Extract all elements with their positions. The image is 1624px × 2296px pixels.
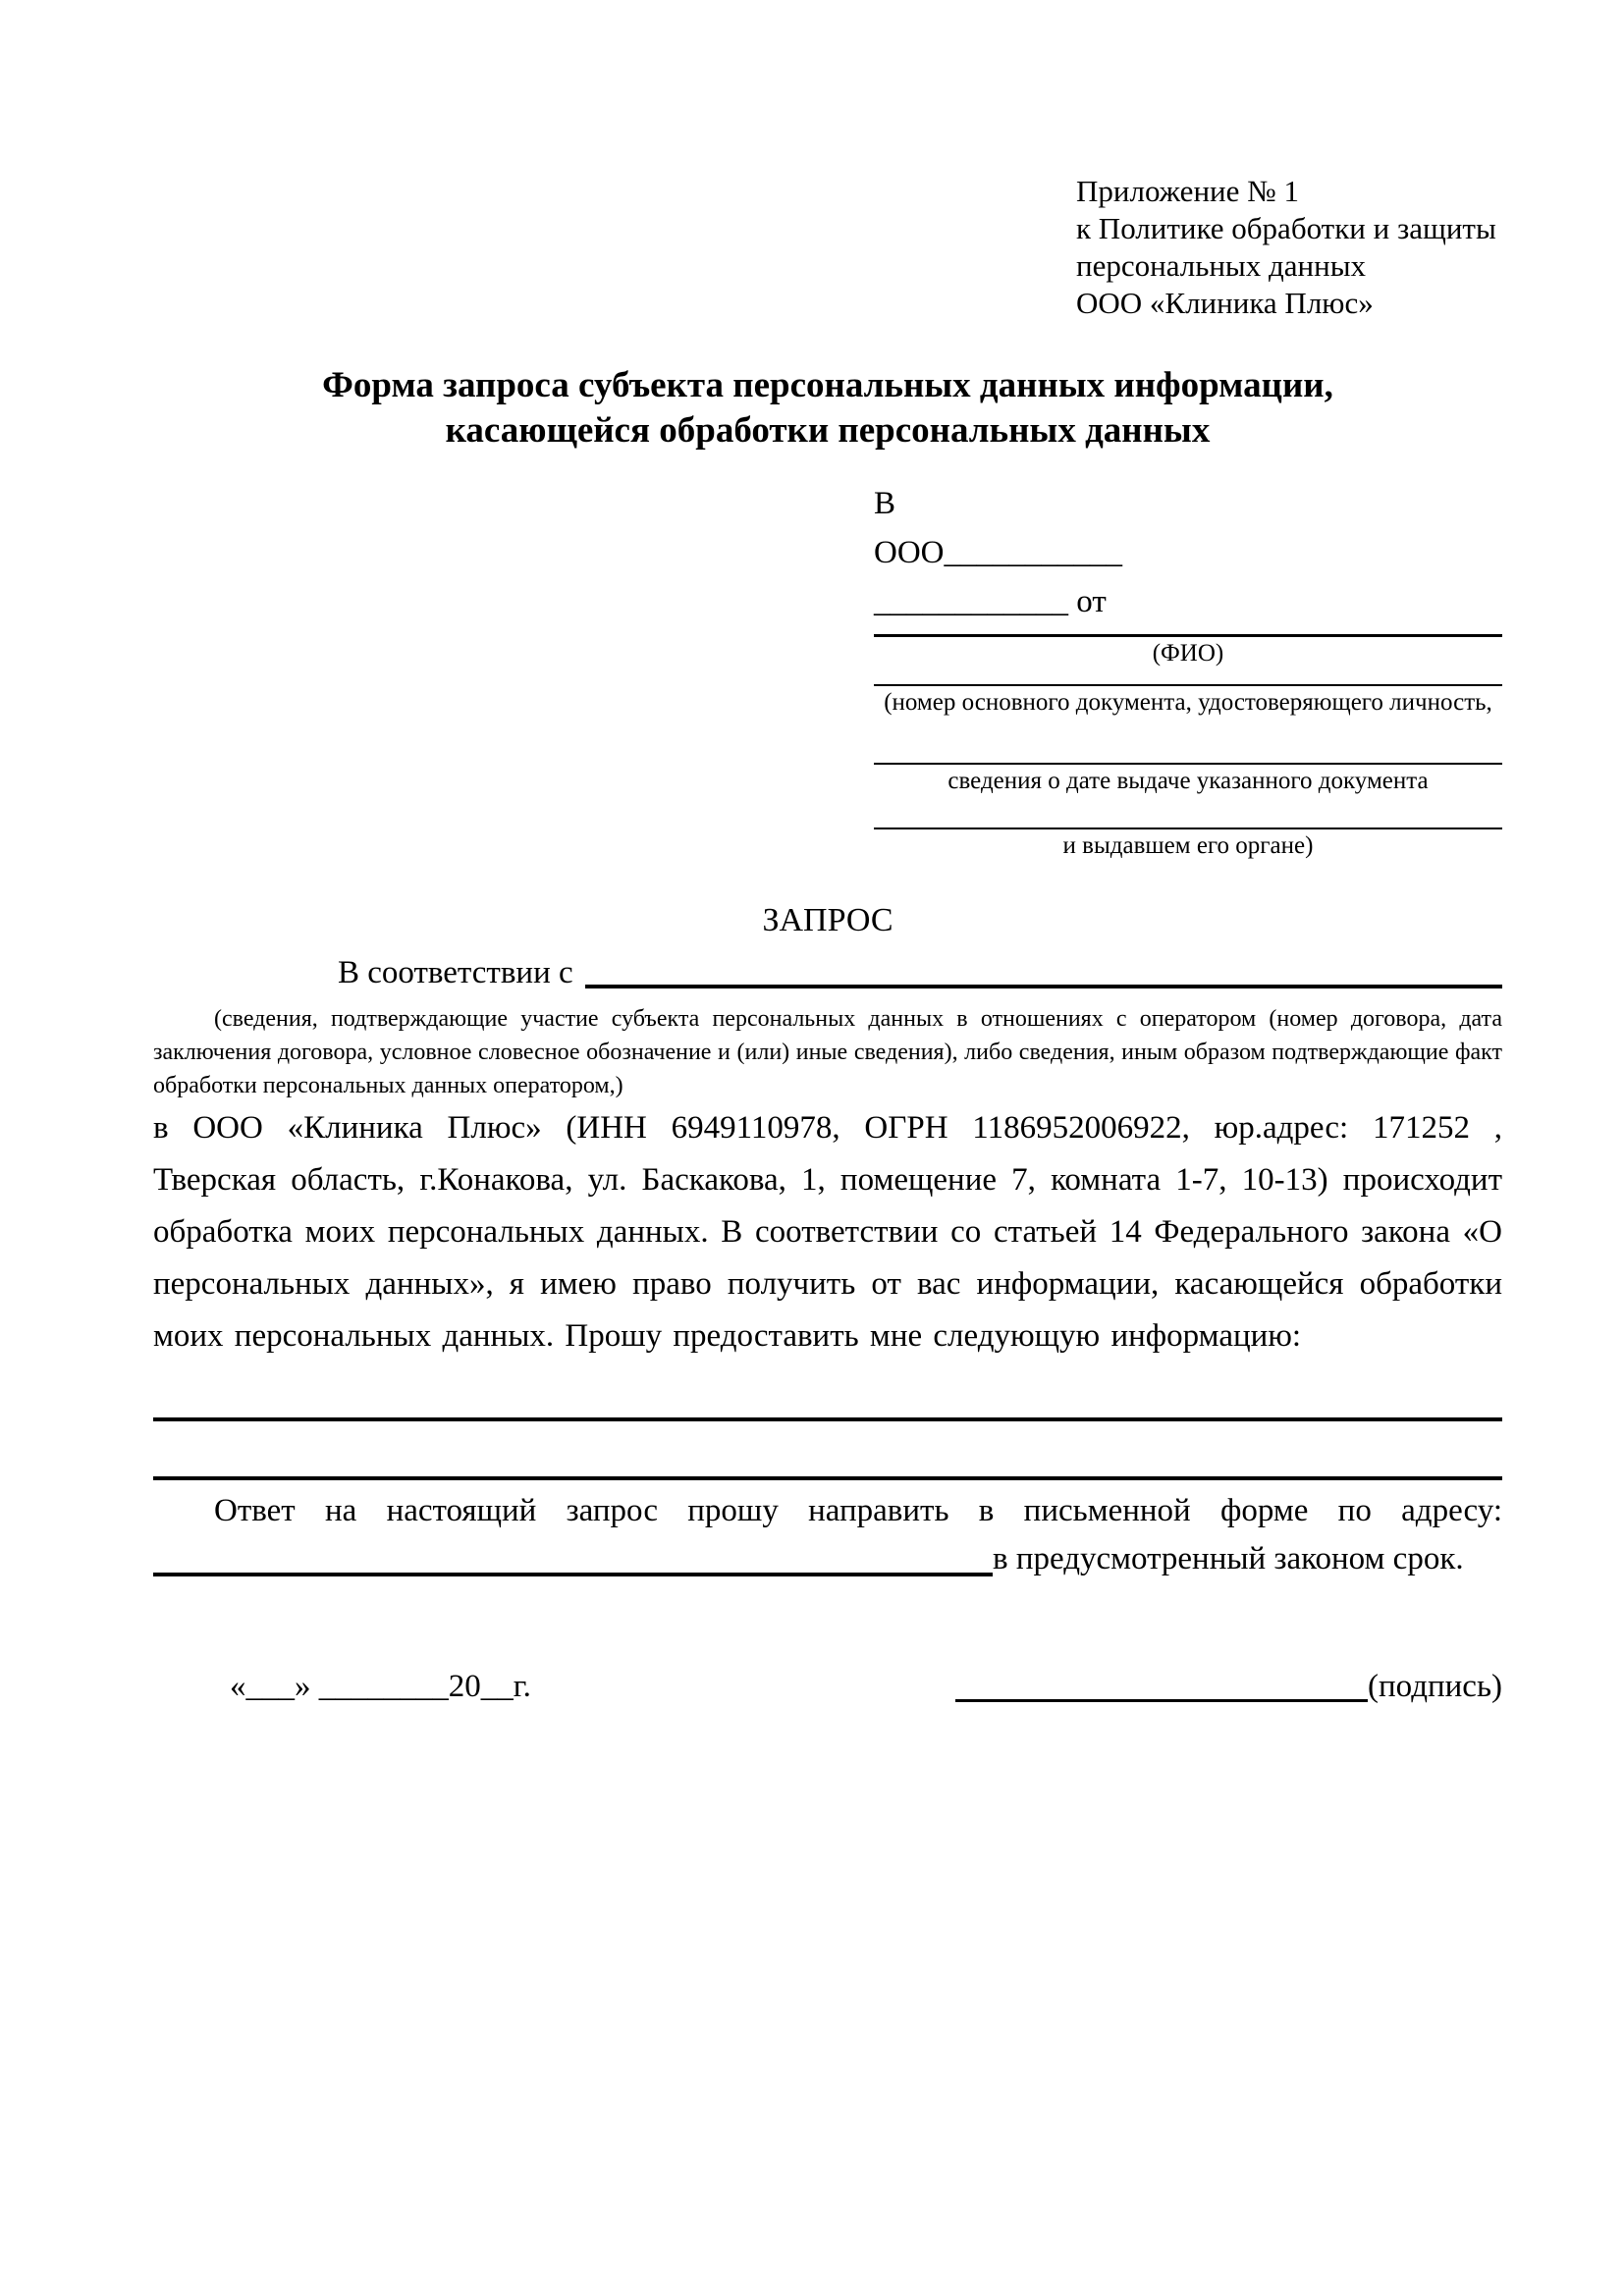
info-fill-line-1 xyxy=(153,1417,1502,1421)
addressee-block xyxy=(874,479,1502,861)
fio-fill-field xyxy=(874,634,1502,668)
date-blank-line: «___» ________20__г. xyxy=(230,1669,531,1704)
answer-line-2 xyxy=(153,1535,1502,1582)
addressee-to-label: В xyxy=(874,486,896,521)
addressee-from-blank-line: ____________ от xyxy=(874,584,1107,619)
footer-row xyxy=(153,1663,1502,1710)
doc-fill-field-1 xyxy=(874,684,1502,718)
intro-fill-line xyxy=(585,985,1502,988)
body-paragraph: в ООО «Клиника Плюс» (ИНН 6949110978, ОГРН 1186952006922, юр.адрес: 171252 , Тверская область, г.Конакова, ул. Баскакова, 1, помещение 7, комната 1-7, 10-13) происходит обработка моих персональных данных. В соответствии со статьей 14 Федерального закона «О персональных данных», я имею право получить от вас информации, касающейся обработки моих персональных данных. Прошу предоставить мне следующую информацию: xyxy=(153,1110,1502,1354)
request-heading: ЗАПРОС xyxy=(762,902,893,938)
document-title-line-2: касающейся обработки персональных данных xyxy=(445,410,1211,451)
addressee-ooo-blank-line: ООО___________ xyxy=(874,535,1122,570)
appendix-line: ООО «Клиника Плюс» xyxy=(1076,286,1374,320)
signature-caption: (подпись) xyxy=(1368,1669,1502,1704)
info-fill-line-2 xyxy=(153,1476,1502,1480)
answer-suffix-text: в предусмотренный законом срок. xyxy=(993,1541,1464,1576)
document-title xyxy=(153,363,1502,454)
document-title-line-1: Форма запроса субъекта персональных данных информации, xyxy=(322,365,1333,405)
appendix-block xyxy=(1076,173,1498,322)
appendix-line: к Политике обработки и защиты xyxy=(1076,211,1496,245)
appendix-line: Приложение № 1 xyxy=(1076,174,1299,208)
signature-fill-line xyxy=(955,1699,1368,1702)
signature-block xyxy=(955,1663,1502,1710)
note-text: (сведения, подтверждающие участие субъекта персональных данных в отношениях с оператором (номер договора, дата заключения договора, условное словесное обозначение и (или) иные сведения), либо сведения, иным образом подтверждающие факт обработки персональных данных оператором,) xyxy=(153,1006,1502,1098)
appendix-line: персональных данных xyxy=(1076,248,1367,283)
intro-row xyxy=(153,951,1502,994)
intro-label: В соответствии с xyxy=(338,955,573,990)
doc-caption-1: (номер основного документа, удостоверяющего личность, xyxy=(884,689,1492,716)
fio-caption: (ФИО) xyxy=(1152,640,1224,667)
address-fill-line xyxy=(153,1573,993,1576)
doc-caption-2: сведения о дате выдаче указанного документа xyxy=(947,768,1429,794)
doc-fill-field-3 xyxy=(874,828,1502,861)
doc-fill-field-2 xyxy=(874,763,1502,796)
doc-caption-3: и выдавшем его органе) xyxy=(1062,832,1314,859)
answer-line-1: Ответ на настоящий запрос прошу направить в письменной форме по адресу: xyxy=(214,1493,1502,1528)
